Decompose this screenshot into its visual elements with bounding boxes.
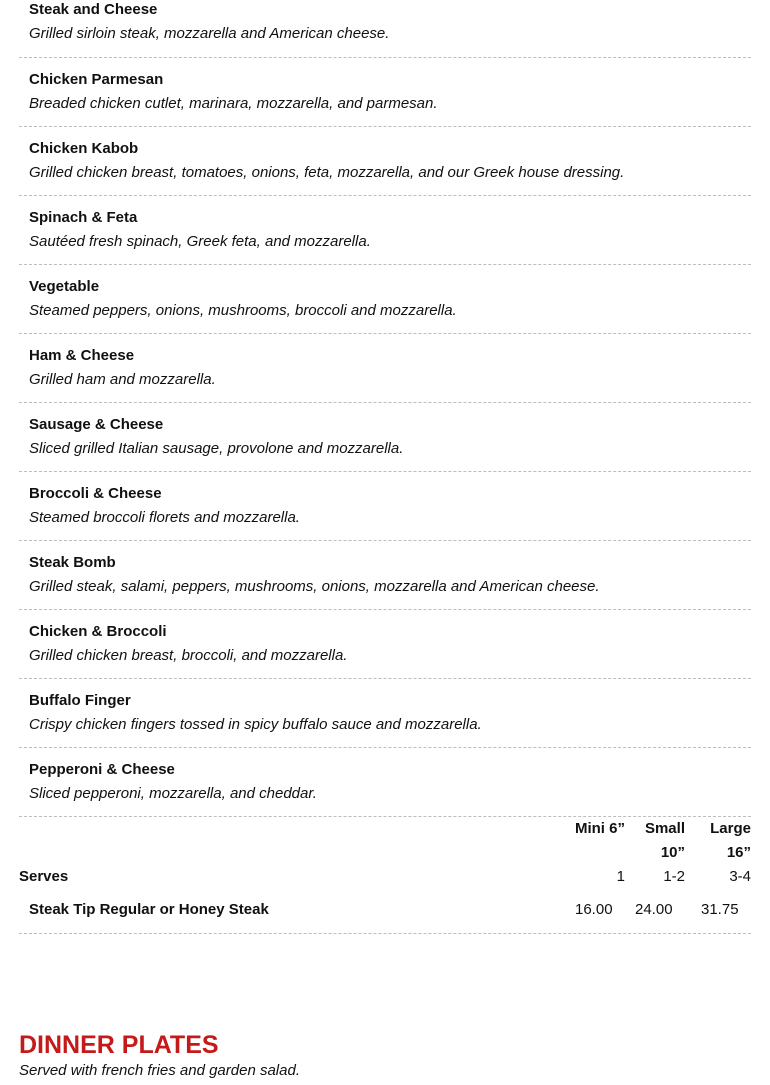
menu-item [19, 127, 751, 196]
menu-item [19, 541, 751, 610]
item-name: Buffalo Finger [29, 692, 131, 709]
item-name: Steak and Cheese [29, 1, 158, 18]
item-description: Grilled chicken breast, broccoli, and mozzarella. [29, 647, 348, 664]
section-subtitle: Served with french fries and garden salad. [19, 1062, 300, 1079]
item-description: Crispy chicken fingers tossed in spicy buffalo sauce and mozzarella. [29, 716, 482, 733]
column-header-large-line1: Large [710, 820, 751, 837]
item-name: Chicken Kabob [29, 140, 139, 157]
menu-item [19, 679, 751, 748]
menu-item [19, 265, 751, 334]
serves-mini: 1 [616, 868, 625, 885]
column-header-small-line2: 10” [660, 844, 685, 861]
column-header-small-line1: Small [644, 820, 685, 837]
item-name: Chicken Parmesan [29, 71, 164, 88]
item-name: Vegetable [29, 278, 100, 295]
section-title: DINNER PLATES [19, 1031, 219, 1059]
item-description: Sliced pepperoni, mozzarella, and cheddar. [29, 785, 317, 802]
column-header-mini: Mini 6” [574, 820, 625, 837]
price-small: 24.00 [635, 901, 673, 918]
item-name: Pepperoni & Cheese [29, 761, 175, 778]
item-description: Grilled sirloin steak, mozzarella and American cheese. [29, 25, 390, 42]
menu-item [19, 748, 751, 817]
item-description: Grilled steak, salami, peppers, mushrooms, onions, mozzarella and American cheese. [29, 578, 600, 595]
price-mini: 16.00 [575, 901, 613, 918]
item-name: Ham & Cheese [29, 347, 135, 364]
item-description: Steamed peppers, onions, mushrooms, broccoli and mozzarella. [29, 302, 457, 319]
serves-small: 1-2 [663, 868, 685, 885]
price-row-name: Steak Tip Regular or Honey Steak [29, 901, 269, 918]
menu-item [19, 196, 751, 265]
item-name: Steak Bomb [29, 554, 116, 571]
item-name: Sausage & Cheese [29, 416, 164, 433]
column-header-small [625, 817, 685, 865]
serves-large: 3-4 [729, 868, 751, 885]
item-name: Chicken & Broccoli [29, 623, 167, 640]
serves-label: Serves [19, 868, 69, 885]
item-name: Broccoli & Cheese [29, 485, 162, 502]
menu-item [19, 403, 751, 472]
item-description: Grilled ham and mozzarella. [29, 371, 216, 388]
menu-item [19, 0, 751, 58]
menu-item [19, 472, 751, 541]
item-description: Breaded chicken cutlet, marinara, mozzarella, and parmesan. [29, 95, 438, 112]
item-description: Sliced grilled Italian sausage, provolone and mozzarella. [29, 440, 404, 457]
item-description: Steamed broccoli florets and mozzarella. [29, 509, 300, 526]
item-description: Sautéed fresh spinach, Greek feta, and mozzarella. [29, 233, 371, 250]
column-header-large-line2: 16” [726, 844, 751, 861]
menu-item [19, 610, 751, 679]
menu-item [19, 58, 751, 127]
price-table [19, 817, 751, 934]
item-description: Grilled chicken breast, tomatoes, onions, feta, mozzarella, and our Greek house dressing. [29, 164, 625, 181]
menu-item-list [19, 0, 751, 817]
item-name: Spinach & Feta [29, 209, 138, 226]
price-large: 31.75 [701, 901, 739, 918]
column-header-large [691, 817, 751, 865]
menu-item [19, 334, 751, 403]
